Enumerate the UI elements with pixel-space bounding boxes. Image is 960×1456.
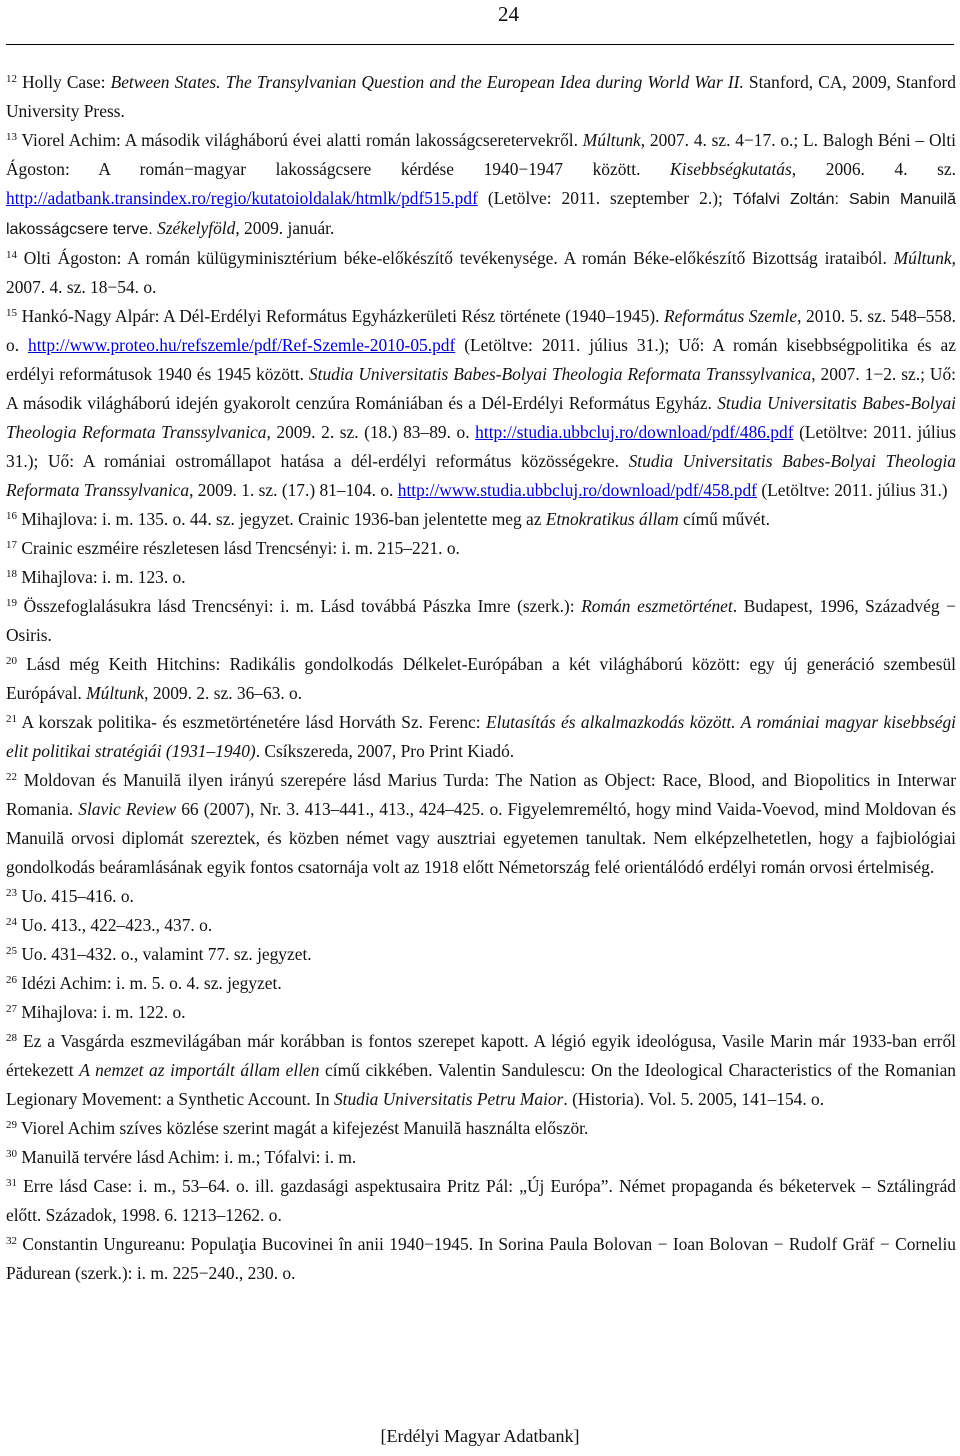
footnote-text: Mihajlova: i. m. 123. o.: [17, 567, 186, 587]
footnote-text: A korszak politika- és eszmetörténetére lásd Horváth Sz. Ferenc:: [17, 712, 487, 732]
footnote-text: Uo. 415–416. o.: [17, 886, 134, 906]
footnote-number: 19: [6, 597, 17, 609]
italic-title: Székelyföld: [157, 218, 236, 238]
footnote-text: , 2010. 5. sz. 548–558. o.: [6, 306, 956, 355]
footnote-text: című művét.: [678, 509, 770, 529]
italic-title: Múltunk: [893, 248, 952, 268]
italic-title: Román eszmetörténet: [581, 596, 733, 616]
footnote-text: Összefoglalásukra lásd Trencsényi: i. m. Lásd továbbá Pászka Imre (szerk.):: [17, 596, 582, 616]
footnote-separator: [6, 44, 954, 45]
footnote-16: [6, 505, 956, 534]
italic-title: Református Szemle: [664, 306, 798, 326]
footnote-14: [6, 244, 956, 302]
footnote-number: 12: [6, 73, 17, 85]
footnote-24: [6, 911, 956, 940]
footnote-number: 32: [6, 1235, 17, 1247]
footnote-number: 28: [6, 1032, 17, 1044]
footnote-number: 25: [6, 945, 17, 957]
footnote-text: Erre lásd Case: i. m., 53–64. o. ill. gazdasági aspektusaira Pritz Pál: „Új Európa”. Német propaganda és béketervek – Sztálingrád előtt. Századok, 1998. 6. 1213–1262. o.: [6, 1176, 956, 1225]
footnote-text: Lásd még Keith Hitchins: Radikális gondolkodás Délkelet-Európában a két világháború között: egy új generáció szembesül Európával.: [6, 654, 956, 703]
footnote-29: [6, 1114, 956, 1143]
italic-title: Etnokratikus állam: [545, 509, 679, 529]
footnote-number: 29: [6, 1119, 17, 1131]
footnote-number: 24: [6, 916, 17, 928]
footnote-text: . Csíkszereda, 2007, Pro Print Kiadó.: [255, 741, 515, 761]
footnote-31: [6, 1172, 956, 1230]
footnote-link[interactable]: http://www.proteo.hu/refszemle/pdf/Ref-Szemle-2010-05.pdf: [28, 335, 456, 355]
page-number: 24: [498, 2, 519, 26]
footnote-18: [6, 563, 956, 592]
footnote-number: 20: [6, 655, 17, 667]
footnote-text: , 2009. 2. sz. 36–63. o.: [144, 683, 303, 703]
footnote-text: Mihajlova: i. m. 135. o. 44. sz. jegyzet. Crainic 1936-ban jelentette meg az: [17, 509, 546, 529]
footnote-text: , 2009. 1. sz. (17.) 81–104. o.: [189, 480, 398, 500]
footnote-text: Uo. 431–432. o., valamint 77. sz. jegyzet.: [17, 944, 312, 964]
footnote-number: 23: [6, 887, 17, 899]
italic-title: Elutasítás és alkalmazkodás között. A romániai magyar kisebbségi elit politikai stratégiái (1931–1940): [6, 712, 956, 761]
italic-title: Múltunk: [86, 683, 145, 703]
footnote-text: . Budapest, 1996, Századvég − Osiris.: [6, 596, 956, 645]
footnote-number: 18: [6, 568, 17, 580]
footnote-text: című cikkében. Valentin Sandulescu: On the Ideological Characteristics of the Romanian Legionary Movement: a Synthetic Account. In: [6, 1060, 956, 1109]
footnote-15: [6, 302, 956, 505]
footnote-text: Hankó-Nagy Alpár: A Dél-Erdélyi Református Egyházkerületi Rész története (1940–1945).: [17, 306, 665, 326]
footnote-text: 66 (2007), Nr. 3. 413–441., 413., 424–425. o. Figyelemreméltó, hogy mind Vaida-Voevod, mind Moldovan és Manuilă orvosi diplomát szereztek, és közben német vagy ausztriai egyetemen tanultak. Nem elképzelhetetlen, hogy a fajbiológiai gondolkodás beáramlásának egyik fontos csatornája volt az 1918 előtt Németország felé orientálódó erdélyi román orvosi értelmiség.: [6, 799, 957, 877]
footnote-text: Idézi Achim: i. m. 5. o. 4. sz. jegyzet.: [17, 973, 282, 993]
footnote-text: (Letöltve: 2011. július 31.): [756, 480, 948, 500]
footnote-text: Tófalvi Zoltán: Sabin Manuilă lakosságcsere terve.: [6, 191, 957, 238]
footnote-number: 15: [6, 307, 17, 319]
footnote-text: (Letöltve: 2011. július 31.); Uő: A romániai ostromállapot hatása a dél-erdélyi református közösségekre.: [6, 422, 956, 471]
footnote-text: Constantin Ungureanu: Populaţia Bucovinei în anii 1940−1945. In Sorina Paula Bolovan − Ioan Bolovan − Rudolf Gräf − Corneliu Pădurean (szerk.): i. m. 225−240., 230. o.: [6, 1234, 956, 1283]
footnote-text: Manuilă tervére lásd Achim: i. m.; Tófalvi: i. m.: [17, 1147, 357, 1167]
footnote-text: . (Historia). Vol. 5. 2005, 141–154. o.: [563, 1089, 825, 1109]
footnote-text: , 2007. 4. sz. 18−54. o.: [6, 248, 956, 297]
footnote-22: [6, 766, 956, 882]
footnote-21: [6, 708, 956, 766]
italic-title: Múltunk: [582, 130, 641, 150]
footnote-text: Viorel Achim szíves közlése szerint magát a kifejezést Manuilă használta először.: [17, 1118, 589, 1138]
footnote-25: [6, 940, 956, 969]
footnote-28: [6, 1027, 956, 1114]
footnote-17: [6, 534, 956, 563]
italic-title: Studia Universitatis Babes-Bolyai Theologia Reformata Transsylvanica: [6, 393, 956, 442]
footnote-32: [6, 1230, 956, 1288]
italic-title: A nemzet az importált állam ellen: [79, 1060, 320, 1080]
footnote-text: Stanford, CA, 2009, Stanford University Press.: [6, 72, 956, 121]
footnote-number: 27: [6, 1003, 17, 1015]
footnote-23: [6, 882, 956, 911]
italic-title: Studia Universitatis Babes-Bolyai Theologia Reformata Transsylvanica: [6, 451, 956, 500]
footnote-text: , 2006. 4. sz.: [791, 159, 956, 179]
footnote-text: (Letöltve: 2011. július 31.); Uő: A román kisebbségpolitika és az erdélyi reformátusok 1940 és 1945 között.: [6, 335, 956, 384]
footnote-number: 30: [6, 1148, 17, 1160]
footnote-13: [6, 126, 956, 244]
footnote-text: Holly Case:: [17, 72, 111, 92]
footnote-30: [6, 1143, 956, 1172]
footnote-text: Viorel Achim: A második világháború évei alatti román lakosságcseretervekről.: [17, 130, 583, 150]
footnote-text: , 2007. 4. sz. 4−17. o.; L. Balogh Béni – Olti Ágoston: A román−magyar lakosságcsere kérdése 1940−1947 között.: [6, 130, 957, 179]
footnote-number: 13: [6, 131, 17, 143]
footnote-number: 16: [6, 510, 17, 522]
footnote-number: 21: [6, 713, 17, 725]
footnote-text: Mihajlova: i. m. 122. o.: [17, 1002, 186, 1022]
footnote-text: , 2009. január.: [235, 218, 335, 238]
footnotes-section: [6, 68, 956, 1288]
footnote-text: Ez a Vasgárda eszmevilágában már korábban is fontos szerepet kapott. A légió egyik ideológusa, Vasile Marin már 1933-ban erről értekezett: [6, 1031, 956, 1080]
footnote-number: 17: [6, 539, 17, 551]
page-footer: [Erdélyi Magyar Adatbank]: [380, 1426, 580, 1446]
footnote-number: 31: [6, 1177, 17, 1189]
footnote-number: 14: [6, 249, 17, 261]
footnote-link[interactable]: http://studia.ubbcluj.ro/download/pdf/486.pdf: [475, 422, 794, 442]
italic-title: Studia Universitatis Babes-Bolyai Theologia Reformata Transsylvanica: [308, 364, 812, 384]
footnote-12: [6, 68, 956, 126]
italic-title: Slavic Review: [78, 799, 177, 819]
italic-title: Kisebbségkutatás: [670, 159, 792, 179]
footnote-text: (Letölve: 2011. szeptember 2.);: [477, 188, 733, 208]
footnote-text: Moldovan és Manuilă ilyen irányú szerepére lásd Marius Turda: The Nation as Object: Race, Blood, and Biopolitics in Interwar Romania.: [6, 770, 956, 819]
footnote-26: [6, 969, 956, 998]
italic-title: Between States. The Transylvanian Question and the European Idea during World War II.: [110, 72, 744, 92]
italic-title: Studia Universitatis Petru Maior: [333, 1089, 564, 1109]
footnote-27: [6, 998, 956, 1027]
footnote-text: Crainic eszméire részletesen lásd Trencsényi: i. m. 215–221. o.: [17, 538, 460, 558]
footnote-text: Olti Ágoston: A román külügyminisztérium béke-előkészítő tevékenysége. A román Béke-előkészítő Bizottság irataiból.: [17, 248, 894, 268]
footnote-19: [6, 592, 956, 650]
footnote-text: Uo. 413., 422–423., 437. o.: [17, 915, 213, 935]
footnote-text: , 2007. 1−2. sz.; Uő: A második világháború idején gyakorolt cenzúra Romániában és a Dél-Erdélyi Református Egyház.: [6, 364, 957, 413]
footnote-number: 22: [6, 771, 17, 783]
footnote-link[interactable]: http://www.studia.ubbcluj.ro/download/pdf/458.pdf: [397, 480, 757, 500]
footnote-text: , 2009. 2. sz. (18.) 83–89. o.: [266, 422, 476, 442]
footnote-20: [6, 650, 956, 708]
footnote-number: 26: [6, 974, 17, 986]
footnote-link[interactable]: http://adatbank.transindex.ro/regio/kutatoioldalak/htmlk/pdf515.pdf: [6, 188, 478, 208]
